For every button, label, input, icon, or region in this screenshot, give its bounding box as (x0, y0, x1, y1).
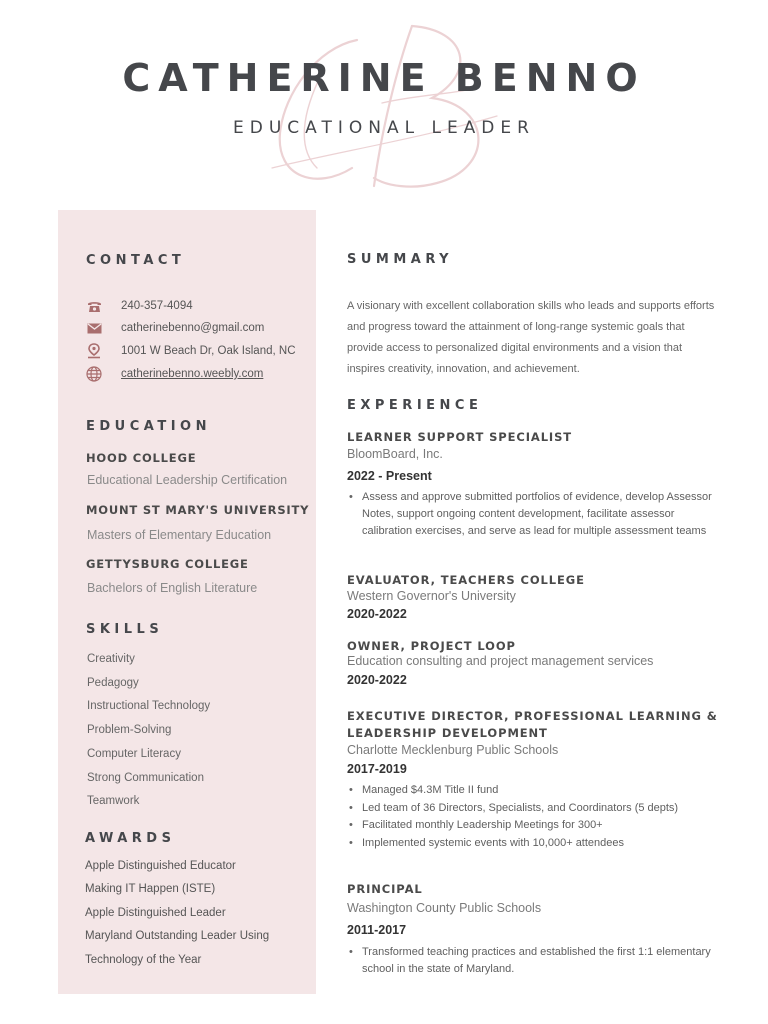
job-bullet: • Assess and approve submitted portfolios of evidence, develop Assessor Notes, support ongoing content development, facilitate assessor calibration exercises, and serve as lead for multiple assessment teams (347, 489, 717, 540)
skill-item: Computer Literacy (87, 748, 181, 760)
job-bullets (347, 782, 717, 852)
education-degree: Educational Leadership Certification (87, 473, 288, 487)
contact-email-row (86, 320, 265, 336)
globe-icon (86, 366, 102, 382)
job-title: LEADERSHIP DEVELOPMENT (347, 726, 548, 740)
job-title: LEARNER SUPPORT SPECIALIST (347, 430, 573, 444)
job-dates: 2017-2019 (347, 762, 407, 776)
contact-email[interactable]: catherinebenno@gmail.com (121, 322, 265, 334)
education-school: HOOD COLLEGE (86, 451, 197, 465)
job-organization: Education consulting and project management services (347, 654, 654, 668)
summary-heading: SUMMARY (347, 252, 454, 267)
location-pin-icon (86, 343, 102, 359)
award-item: Apple Distinguished Leader (85, 907, 226, 919)
education-school: MOUNT ST MARY'S UNIVERSITY (86, 503, 310, 517)
skill-item: Problem-Solving (87, 724, 172, 736)
candidate-title: EDUCATIONAL LEADER (233, 118, 535, 138)
monogram-watermark (262, 18, 502, 198)
job-title: PRINCIPAL (347, 882, 423, 896)
job-bullets (347, 489, 717, 540)
job-bullets (347, 944, 717, 978)
award-item: Apple Distinguished Educator (85, 860, 236, 872)
job-dates: 2020-2022 (347, 673, 407, 687)
job-title: EVALUATOR, TEACHERS COLLEGE (347, 573, 585, 587)
job-bullet: • Implemented systemic events with 10,000+ attendees (347, 835, 717, 853)
mail-icon (86, 320, 102, 336)
award-item: Making IT Happen (ISTE) (85, 883, 216, 895)
award-item: Maryland Outstanding Leader Using (85, 930, 270, 942)
education-degree: Masters of Elementary Education (87, 528, 272, 542)
job-bullet: • Transformed teaching practices and established the first 1:1 elementary school in the state of Maryland. (347, 944, 717, 978)
job-dates: 2011-2017 (347, 923, 407, 937)
job-organization: Washington County Public Schools (347, 901, 542, 915)
job-organization: Charlotte Mecklenburg Public Schools (347, 743, 559, 757)
contact-phone-row (86, 298, 193, 314)
contact-phone: 240-357-4094 (121, 300, 193, 312)
phone-icon (86, 298, 102, 314)
job-bullet: • Facilitated monthly Leadership Meetings for 300+ (347, 817, 717, 835)
education-heading: EDUCATION (86, 419, 211, 434)
skill-item: Creativity (87, 653, 135, 665)
contact-website-row (86, 366, 264, 382)
skill-item: Instructional Technology (87, 700, 211, 712)
skill-item: Pedagogy (87, 677, 139, 689)
awards-heading: AWARDS (85, 831, 176, 846)
job-dates: 2020-2022 (347, 607, 407, 621)
education-school: GETTYSBURG COLLEGE (86, 557, 249, 571)
job-organization: Western Governor's University (347, 589, 516, 603)
summary-text: A visionary with excellent collaboration skills who leads and supports efforts and progress toward the attainment of long-range systemic goals that provide access to personalized digital environments and a vision that inspires creativity, innovation, and achievement. (347, 300, 715, 375)
skill-item: Strong Communication (87, 772, 204, 784)
contact-address-row (86, 343, 296, 359)
contact-address: 1001 W Beach Dr, Oak Island, NC (121, 345, 296, 357)
experience-heading: EXPERIENCE (347, 398, 483, 413)
award-item: Technology of the Year (85, 954, 202, 966)
skill-item: Teamwork (87, 795, 140, 807)
job-organization: BloomBoard, Inc. (347, 447, 443, 461)
job-bullet: • Managed $4.3M Title II fund (347, 782, 717, 800)
contact-website-link[interactable]: catherinebenno.weebly.com (121, 368, 264, 380)
job-title: EXECUTIVE DIRECTOR, PROFESSIONAL LEARNING & (347, 709, 718, 723)
job-title: OWNER, PROJECT LOOP (347, 639, 516, 653)
education-degree: Bachelors of English Literature (87, 581, 258, 595)
job-dates: 2022 - Present (347, 469, 432, 483)
candidate-name: CATHERINE BENNO (122, 56, 646, 100)
job-bullet: • Led team of 36 Directors, Specialists, and Coordinators (5 depts) (347, 800, 717, 818)
contact-heading: CONTACT (86, 253, 186, 268)
skills-heading: SKILLS (86, 622, 164, 637)
